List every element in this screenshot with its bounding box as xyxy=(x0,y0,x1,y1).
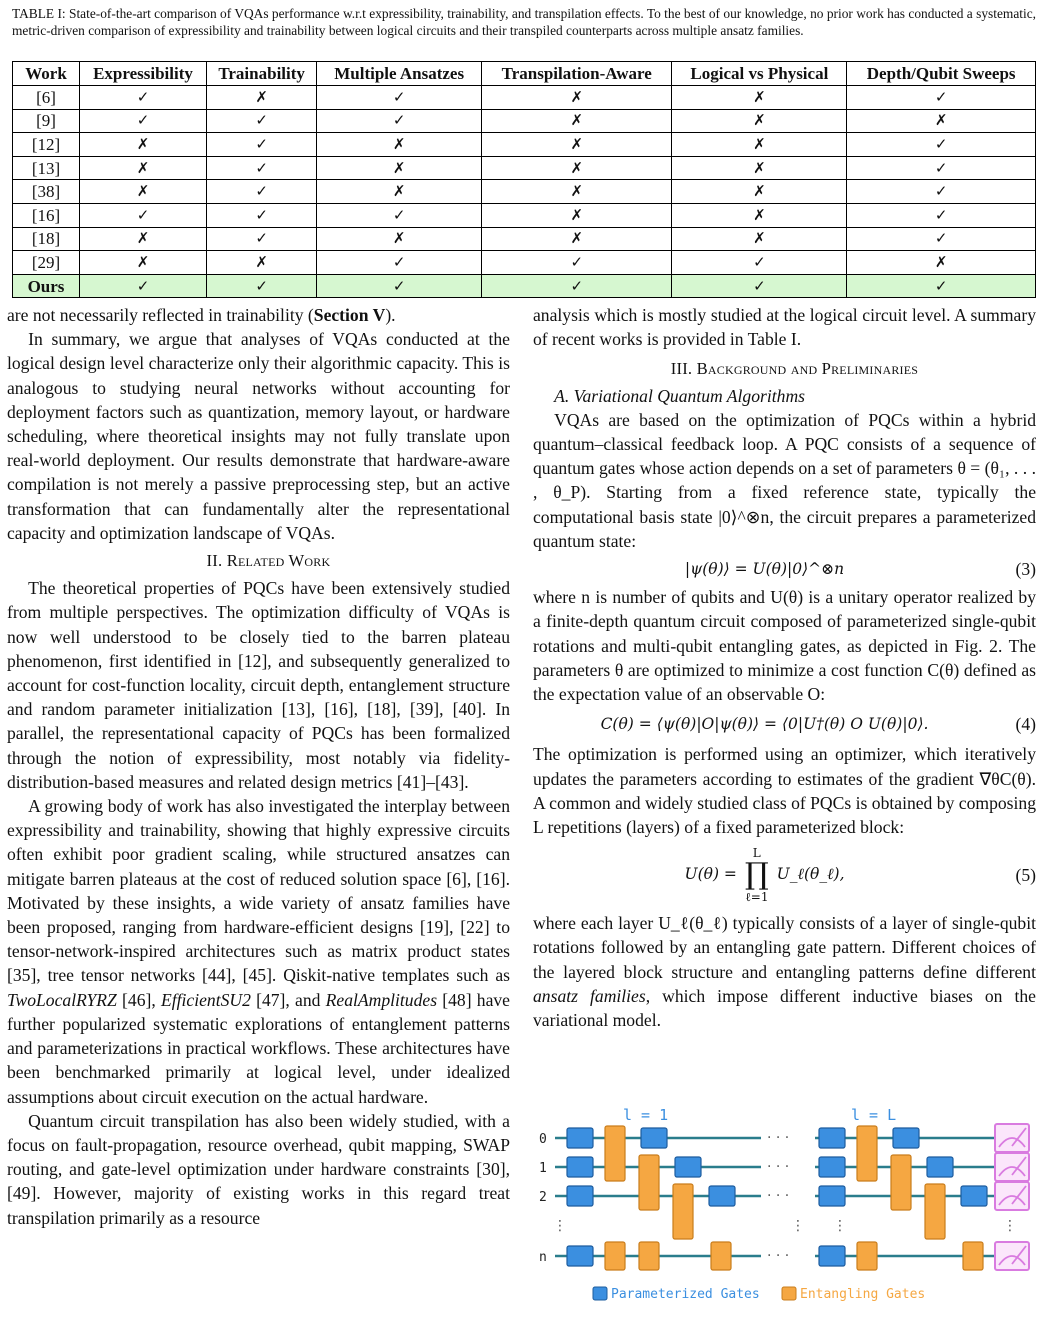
table-cell-mark: ✗ xyxy=(317,156,482,180)
table-cell-mark: ✓ xyxy=(847,227,1036,251)
table-cell-work: [29] xyxy=(13,251,80,275)
table-cell-work: [16] xyxy=(13,203,80,227)
qubit-label: 1 xyxy=(539,1161,547,1176)
table-cell-mark: ✗ xyxy=(482,133,672,157)
circuit-figure xyxy=(533,1104,1038,1314)
table-cell-mark: ✗ xyxy=(482,227,672,251)
table-cell-mark: ✗ xyxy=(206,86,316,110)
ellipsis: · · · xyxy=(767,1188,790,1204)
table-cell-mark: ✓ xyxy=(80,109,207,133)
section-ref: Section V xyxy=(313,305,386,325)
layer-label-last: l = L xyxy=(851,1106,897,1124)
parameterized-gate xyxy=(961,1186,987,1206)
table-cell-mark: ✗ xyxy=(482,86,672,110)
parameterized-gate xyxy=(819,1157,845,1177)
table-cell-mark: ✓ xyxy=(206,133,316,157)
paragraph: Quantum circuit transpilation has also been widely studied, with a focus on fault-propagation, resource overhead, qubit mapping, SWAP routing, and gate-level optimization under hardware constraints [30], [49]. However, majority of existing works in this regard treat transpilation primarily as a resource xyxy=(7,1110,510,1228)
table-header-row xyxy=(13,62,1036,86)
table-cell-mark: ✗ xyxy=(80,156,207,180)
table-cell-mark: ✓ xyxy=(80,203,207,227)
parameterized-gate xyxy=(819,1128,845,1148)
table-cell-mark: ✗ xyxy=(672,109,847,133)
header-transpilation-aware: Transpilation-Aware xyxy=(482,62,672,86)
header-logical-vs-physical: Logical vs Physical xyxy=(672,62,847,86)
table-cell-mark: ✓ xyxy=(80,86,207,110)
table-cell-work: [13] xyxy=(13,156,80,180)
left-column xyxy=(7,303,510,1230)
equation-5: U(θ) = L ∏ ℓ=1 U_ℓ(θ_ℓ), (5) xyxy=(684,846,1036,905)
entangling-gate xyxy=(963,1242,983,1270)
figure-legend xyxy=(593,1287,925,1302)
table-cell-mark: ✓ xyxy=(80,274,207,298)
vertical-ellipsis: ⋮ xyxy=(791,1218,805,1234)
table-cell-mark: ✗ xyxy=(317,180,482,204)
table-row xyxy=(13,203,1036,227)
paragraph: In summary, we argue that analyses of VQAs conducted at the logical design level characterize only their algorithmic capacity. This is analogous to studying neural networks without accounting for deployment factors such as quantization, memory layout, or hardware scheduling, where theoretical insights may not fully translate upon real-world deployment. Our results demonstrate that hardware-aware compilation is not merely a passive preprocessing step, but an active transformation that can fundamentally alter the representational capacity and optimization landscape of VQAs. xyxy=(7,329,510,543)
parameterized-gate xyxy=(567,1157,593,1177)
parameterized-gate xyxy=(819,1246,845,1266)
qubit-label: 0 xyxy=(539,1132,547,1147)
paragraph: The theoretical properties of PQCs have been extensively studied from multiple perspectives. The optimization difficulty of VQAs is now well understood to be closely tied to the barren plateau phenomenon, first identified in [12], and subsequently generalized to account for cost-function locality, circuit depth, entanglement structure and random parameter initialization [13], [16], [18], [39], [40]. In parallel, the representational capacity of PQCs has been formalized through the notion of expressibility, most notably via fidelity-distribution-based measures and related design metrics [41]–[43]. xyxy=(7,578,510,792)
table-cell-work: [18] xyxy=(13,227,80,251)
table-row xyxy=(13,180,1036,204)
table-cell-mark: ✓ xyxy=(847,86,1036,110)
parameterized-gate xyxy=(567,1246,593,1266)
subsection-heading: A. Variational Quantum Algorithms xyxy=(554,385,805,406)
entangling-gate xyxy=(857,1242,877,1270)
table-cell-work: [6] xyxy=(13,86,80,110)
entangling-gate xyxy=(891,1155,911,1210)
header-multiple-ansatzes: Multiple Ansatzes xyxy=(317,62,482,86)
table-cell-mark: ✓ xyxy=(206,109,316,133)
table-cell-work: [38] xyxy=(13,180,80,204)
table-cell-mark: ✓ xyxy=(317,86,482,110)
header-trainability: Trainability xyxy=(206,62,316,86)
legend-param-swatch xyxy=(593,1287,607,1300)
parameterized-gate xyxy=(927,1157,953,1177)
section-heading: II. Related Work xyxy=(206,551,331,571)
table-row xyxy=(13,227,1036,251)
paragraph: The optimization is performed using an optimizer, which iteratively updates the parameters according to estimates of the gradient ∇θC(θ). A common and widely studied class of PQCs is obtained by composing L repetitions (layers) of a fixed parameterized block: xyxy=(533,744,1036,838)
table-cell-mark: ✗ xyxy=(672,133,847,157)
table-cell-work: Ours xyxy=(13,274,80,298)
table-row xyxy=(13,156,1036,180)
table-cell-mark: ✗ xyxy=(80,180,207,204)
table-row xyxy=(13,274,1036,298)
table-cell-mark: ✓ xyxy=(206,274,316,298)
table-row xyxy=(13,133,1036,157)
parameterized-gate xyxy=(893,1128,919,1148)
table-row xyxy=(13,251,1036,275)
entangling-gate xyxy=(605,1242,625,1270)
parameterized-gate xyxy=(675,1157,701,1177)
table-cell-mark: ✗ xyxy=(317,227,482,251)
table-row xyxy=(13,86,1036,110)
comparison-table xyxy=(12,61,1036,298)
table-cell-mark: ✗ xyxy=(317,133,482,157)
right-column xyxy=(533,303,1036,1032)
entangling-gate xyxy=(925,1184,945,1239)
table-cell-mark: ✓ xyxy=(317,203,482,227)
layer-label-first: l = 1 xyxy=(623,1106,669,1124)
header-depth-qubit-sweeps: Depth/Qubit Sweeps xyxy=(847,62,1036,86)
entangling-gate xyxy=(639,1242,659,1270)
table-cell-mark: ✓ xyxy=(672,274,847,298)
entangling-gate xyxy=(711,1242,731,1270)
table-cell-work: [12] xyxy=(13,133,80,157)
table-cell-mark: ✗ xyxy=(482,156,672,180)
header-work: Work xyxy=(13,62,80,86)
product-operator: L ∏ ℓ=1 xyxy=(744,846,769,905)
table-cell-mark: ✗ xyxy=(847,251,1036,275)
paragraph: A growing body of work has also investigated the interplay between expressibility and trainability, showing that highly expressive circuits often exhibit poor gradient scaling, while structured ansatzes can mitigate barren plateaus at the cost of reduced solution space [6], [16]. Motivated by these insights, a wide variety of ansatz families have been proposed, ranging from hardware-efficient designs [19], [22] to tensor-network-inspired architectures such as matrix product states [35], tree tensor networks [44], [45]. Qiskit-native templates such as TwoLocalRYRZ [46], EfficientSU2 [47], and RealAmplitudes [48] have further popularized systematic explorations of entanglement patterns and parameterizations in practical workflows. These architectures have been benchmarked primarily at logical level, under idealized assumptions about circuit execution on the actual hardware. xyxy=(7,796,510,1107)
vertical-ellipsis: ⋮ xyxy=(833,1218,847,1234)
paragraph: are not necessarily reflected in trainability (Section V). xyxy=(7,305,396,325)
table-cell-mark: ✓ xyxy=(672,251,847,275)
table-cell-work: [9] xyxy=(13,109,80,133)
table-cell-mark: ✓ xyxy=(847,203,1036,227)
table-cell-mark: ✓ xyxy=(847,133,1036,157)
qubit-label: n xyxy=(539,1250,547,1265)
table-cell-mark: ✓ xyxy=(317,274,482,298)
vertical-ellipsis: ⋮ xyxy=(1003,1218,1017,1234)
table-cell-mark: ✓ xyxy=(206,203,316,227)
table-cell-mark: ✗ xyxy=(482,109,672,133)
table-cell-mark: ✗ xyxy=(482,203,672,227)
table-cell-mark: ✓ xyxy=(206,227,316,251)
paragraph: where each layer U_ℓ(θ_ℓ) typically consists of a layer of single-qubit rotations followed by an entangling gate pattern. Different choices of the layered block structure and entangling patterns define different ansatz families, which impose different inductive biases on the variational model. xyxy=(533,913,1036,1031)
parameterized-gate xyxy=(641,1128,667,1148)
table-cell-mark: ✗ xyxy=(80,227,207,251)
table-cell-mark: ✓ xyxy=(847,156,1036,180)
legend-param-label: Parameterized Gates xyxy=(611,1287,760,1302)
table-cell-mark: ✓ xyxy=(317,251,482,275)
legend-ent-label: Entangling Gates xyxy=(800,1287,926,1302)
qubit-label: 2 xyxy=(539,1190,547,1205)
equation-3: |ψ(θ)⟩ = U(θ)|0⟩^⊗n (3) xyxy=(684,559,1036,580)
legend-ent-swatch xyxy=(782,1287,796,1300)
entangling-gate xyxy=(673,1184,693,1239)
table-cell-mark: ✗ xyxy=(672,180,847,204)
entangling-gate xyxy=(605,1126,625,1181)
header-expressibility: Expressibility xyxy=(80,62,207,86)
table-cell-mark: ✓ xyxy=(317,109,482,133)
entangling-gate xyxy=(857,1126,877,1181)
table-cell-mark: ✗ xyxy=(672,203,847,227)
paragraph: analysis which is mostly studied at the logical circuit level. A summary of recent works is provided in Table I. xyxy=(533,305,1036,350)
ellipsis: · · · xyxy=(767,1159,790,1175)
parameterized-gate xyxy=(567,1128,593,1148)
table-cell-mark: ✗ xyxy=(80,251,207,275)
table-cell-mark: ✗ xyxy=(80,133,207,157)
table-cell-mark: ✗ xyxy=(206,251,316,275)
table-caption: TABLE I: State-of-the-art comparison of VQAs performance w.r.t expressibility, trainability, and transpilation effects. To the best of our knowledge, no prior work has conducted a systematic, metric-driven comparison of expressibility and trainability between logical circuits and their transpiled counterparts across multiple ansatz families. xyxy=(12,6,1036,38)
ellipsis: · · · xyxy=(767,1130,790,1146)
equation-4: C(θ) = ⟨ψ(θ)|O|ψ(θ)⟩ = ⟨0|U†(θ) O U(θ)|0⟩. (4) xyxy=(600,714,1036,735)
table-cell-mark: ✓ xyxy=(482,251,672,275)
table-cell-mark: ✗ xyxy=(482,180,672,204)
parameterized-gate xyxy=(709,1186,735,1206)
vertical-ellipsis: ⋮ xyxy=(553,1218,567,1234)
table-cell-mark: ✓ xyxy=(847,274,1036,298)
paragraph: where n is number of qubits and U(θ) is a unitary operator realized by a finite-depth quantum circuit composed of parameterized single-qubit rotations and multi-qubit entangling gates, as depicted in Fig. 2. The parameters θ are optimized to minimize a cost function C(θ) defined as the expectation value of an observable O: xyxy=(533,587,1036,705)
ellipsis: · · · xyxy=(767,1248,790,1264)
parameterized-gate xyxy=(819,1186,845,1206)
table-cell-mark: ✗ xyxy=(672,86,847,110)
table-cell-mark: ✗ xyxy=(672,227,847,251)
table-cell-mark: ✓ xyxy=(847,180,1036,204)
entangling-gate xyxy=(639,1155,659,1210)
table-row xyxy=(13,109,1036,133)
parameterized-gate xyxy=(567,1186,593,1206)
table-cell-mark: ✓ xyxy=(482,274,672,298)
table-cell-mark: ✓ xyxy=(206,156,316,180)
table-cell-mark: ✗ xyxy=(672,156,847,180)
table-cell-mark: ✓ xyxy=(206,180,316,204)
table-cell-mark: ✗ xyxy=(847,109,1036,133)
paragraph: VQAs are based on the optimization of PQCs within a hybrid quantum–classical feedback loop. A PQC consists of a sequence of quantum gates whose action depends on a set of parameters θ = (θ₁, . . . , θ_P). Starting from a fixed reference state, typically the computational basis state |0⟩^⊗n, the circuit prepares a parameterized quantum state: xyxy=(533,409,1036,551)
section-heading: III. Background and Preliminaries xyxy=(670,359,919,379)
